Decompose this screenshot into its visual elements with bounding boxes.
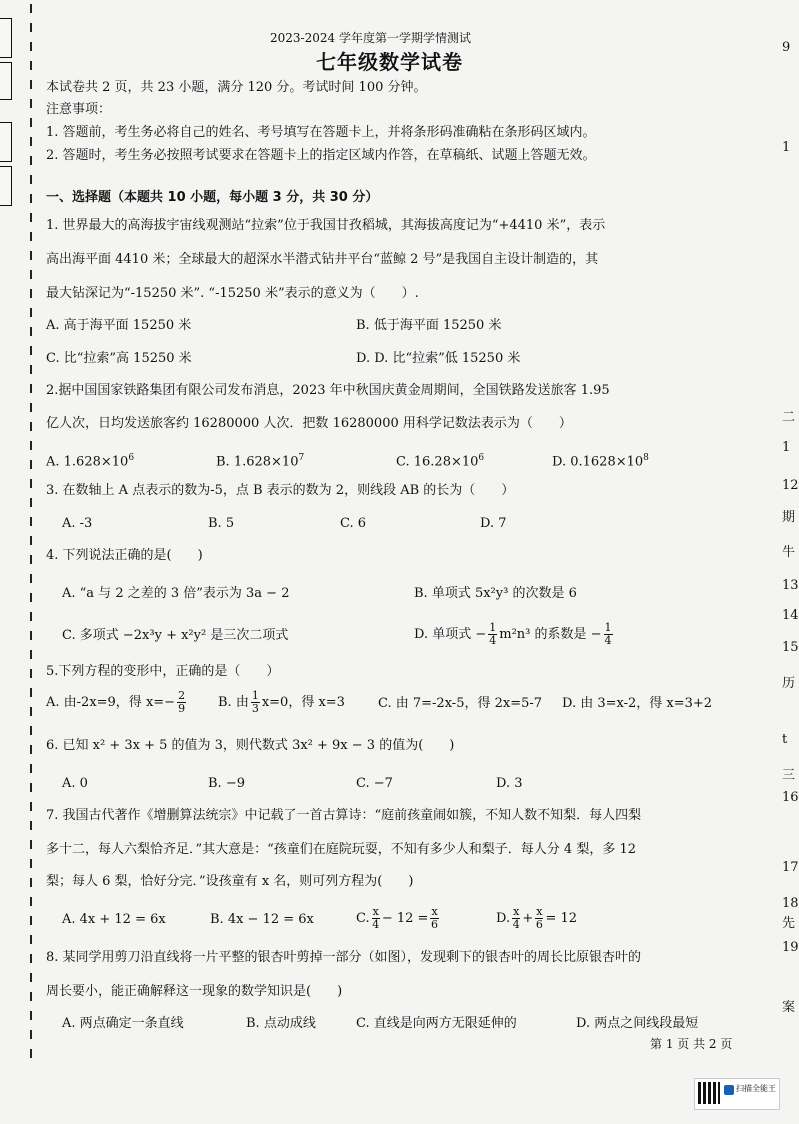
binding-dash [30, 118, 32, 127]
notes-title: 注意事项： [46, 102, 112, 117]
binding-dash [30, 479, 32, 488]
q6-option-a: A. 0 [62, 776, 88, 791]
q1-line-2: 高出海平面 4410 米；全球最大的超深水半潜式钻井平台“蓝鲸 2 号”是我国自主设计制造的，其 [46, 252, 599, 267]
page-title: 七年级数学试卷 [316, 50, 463, 74]
q5-option-d: D. 由 3=x-2，得 x=3+2 [562, 696, 713, 711]
exam-info: 本试卷共 2 页，共 23 小题，满分 120 分。考试时间 100 分钟。 [46, 80, 427, 95]
edge-glyph: 1 [782, 140, 791, 155]
binding-dash [30, 251, 32, 260]
scanner-name: 扫描全能王 [736, 1084, 776, 1093]
edge-glyph: 13 [782, 578, 799, 593]
note-2: 2. 答题时，考生务必按照考试要求在答题卡上的指定区域内作答，在草稿纸、试题上答题无效。 [46, 148, 596, 163]
edge-glyph: 16 [782, 790, 799, 805]
binding-dash [30, 213, 32, 222]
seal-box-2 [0, 62, 12, 100]
binding-dash [30, 878, 32, 887]
q5-option-b: B. 由 $\frac{1}{3}$ x=0，得 x=3 [218, 689, 345, 715]
edge-glyph: 9 [782, 40, 791, 55]
binding-dash [30, 23, 32, 32]
binding-dash [30, 612, 32, 621]
q2-option-c: C. $16.28\times 10^6$ [396, 453, 485, 470]
binding-dash [30, 555, 32, 564]
q6-option-d: D. 3 [496, 776, 523, 791]
binding-dash [30, 840, 32, 849]
edge-glyph: 三 [782, 768, 796, 783]
binding-dash [30, 42, 32, 51]
binding-dash [30, 289, 32, 298]
binding-dash [30, 498, 32, 507]
q4-option-c: C. 多项式 −2x³y + x²y² 是三次二项式 [62, 628, 289, 643]
binding-dash [30, 365, 32, 374]
binding-dash [30, 1011, 32, 1020]
binding-dash [30, 897, 32, 906]
binding-dash [30, 270, 32, 279]
binding-dash [30, 156, 32, 165]
q1-option-b: B. 低于海平面 15250 米 [356, 318, 502, 333]
q7-line-2: 多十二，每人六梨恰齐足．”其大意是：“孩童们在庭院玩耍，不知有多少人和梨子．每人分 4 梨，多 12 [46, 842, 637, 857]
q7-option-b: B. 4x − 12 = 6x [210, 912, 314, 927]
q2-option-a: A. $1.628\times 10^6$ [46, 453, 135, 470]
binding-dash [30, 384, 32, 393]
binding-dash [30, 403, 32, 412]
q8-line-2: 周长要小，能正确解释这一现象的数学知识是( ) [46, 984, 343, 999]
q2-option-d: D. $0.1628\times 10^8$ [552, 453, 649, 470]
binding-dash [30, 650, 32, 659]
exam-year: 2023-2024 学年度第一学期学情测试 [270, 31, 471, 45]
q7-option-c: C. $\frac{x}{4}$ − 12 = $\frac{x}{6}$ [356, 905, 439, 931]
q2-line-2: 亿人次，日均发送旅客约 16280000 人次．把数 16280000 用科学记数法表示为（ ） [46, 416, 572, 431]
q6-option-b: B. −9 [208, 776, 245, 791]
binding-dash [30, 175, 32, 184]
edge-glyph: 二 [782, 410, 796, 425]
q3-line-1: 3. 在数轴上 A 点表示的数为-5，点 B 表示的数为 2，则线段 AB 的长为（ ） [46, 483, 515, 498]
binding-dash [30, 935, 32, 944]
binding-dash [30, 688, 32, 697]
edge-glyph: 先 [782, 916, 796, 931]
binding-dash [30, 346, 32, 355]
edge-glyph: 15 [782, 640, 799, 655]
binding-dash [30, 916, 32, 925]
q5-line-1: 5.下列方程的变形中，正确的是（ ） [46, 664, 280, 679]
edge-glyph: 19 [782, 940, 799, 955]
binding-dash [30, 61, 32, 70]
q6-line-1: 6. 已知 x² + 3x + 5 的值为 3，则代数式 3x² + 9x − 3 的值为( ) [46, 738, 455, 753]
q3-option-c: C. 6 [340, 516, 367, 531]
q8-line-1: 8. 某同学用剪刀沿直线将一片平整的银杏叶剪掉一部分（如图），发现剩下的银杏叶的周长比原银杏叶的 [46, 950, 642, 965]
binding-dash [30, 232, 32, 241]
q4-option-a: A. “a 与 2 之差的 3 倍”表示为 3a − 2 [62, 586, 290, 601]
q8-option-c: C. 直线是向两方无限延伸的 [356, 1016, 517, 1031]
q7-option-d: D. $\frac{x}{4}$ + $\frac{x}{6}$ = 12 [496, 905, 578, 931]
q8-option-a: A. 两点确定一条直线 [62, 1016, 184, 1031]
q1-option-c: C. 比“拉索”高 15250 米 [46, 351, 192, 366]
binding-dash [30, 707, 32, 716]
binding-dash [30, 954, 32, 963]
binding-dash [30, 574, 32, 583]
q3-option-a: A. -3 [62, 516, 93, 531]
binding-dash [30, 669, 32, 678]
binding-dash [30, 859, 32, 868]
edge-glyph: 12 [782, 478, 799, 493]
binding-dash [30, 783, 32, 792]
edge-glyph: 历 [782, 676, 796, 691]
binding-dash [30, 4, 32, 13]
binding-dash [30, 327, 32, 336]
q3-option-d: D. 7 [480, 516, 507, 531]
q1-option-a: A. 高于海平面 15250 米 [46, 318, 192, 333]
binding-dash [30, 441, 32, 450]
scanner-logo-icon [724, 1085, 734, 1095]
q1-line-3: 最大钻深记为“-15250 米”. “-15250 米”表示的意义为（ ）. [46, 286, 419, 301]
binding-dash [30, 973, 32, 982]
q8-option-b: B. 点动成线 [246, 1016, 316, 1031]
binding-dash [30, 802, 32, 811]
binding-dash [30, 821, 32, 830]
q7-line-3: 梨；每人 6 梨，恰好分完．”设孩童有 x 名，则可列方程为( ) [46, 874, 414, 889]
binding-dash [30, 422, 32, 431]
binding-dash [30, 745, 32, 754]
binding-dash [30, 1030, 32, 1039]
q4-option-d: D. 单项式 − $\frac{1}{4}$ m²n³ 的系数是 − $\frac{1}{4}$ [414, 621, 612, 647]
q8-option-d: D. 两点之间线段最短 [576, 1016, 699, 1031]
q5-option-a: A. 由-2x=9，得 x=− $\frac{2}{9}$ [46, 689, 186, 715]
binding-dash [30, 1049, 32, 1058]
note-1: 1. 答题前，考生务必将自己的姓名、考号填写在答题卡上，并将条形码准确粘在条形码区域内。 [46, 125, 596, 140]
binding-dash [30, 460, 32, 469]
q1-line-1: 1. 世界最大的高海拔宇宙线观测站“拉索”位于我国甘孜稻城，其海拔高度记为“+4410 米”，表示 [46, 218, 606, 233]
q2-line-1: 2.据中国国家铁路集团有限公司发布消息，2023 年中秋国庆黄金周期间，全国铁路发送旅客 1.95 [46, 383, 610, 398]
q1-option-d: D. D. 比“拉索”低 15250 米 [356, 351, 521, 366]
q5-option-c: C. 由 7=-2x-5，得 2x=5-7 [378, 696, 543, 711]
q6-option-c: C. −7 [356, 776, 393, 791]
q7-line-1: 7. 我国古代著作《增删算法统宗》中记载了一首古算诗：“庭前孩童闹如簇，不知人数不知梨．每人四梨 [46, 808, 642, 823]
binding-dash [30, 517, 32, 526]
binding-dash [30, 80, 32, 89]
edge-glyph: 期 [782, 510, 796, 525]
edge-glyph: t [782, 732, 788, 747]
q7-option-a: A. 4x + 12 = 6x [62, 912, 166, 927]
q2-option-b: B. $1.628\times 10^7$ [216, 453, 305, 470]
edge-glyph: 17 [782, 860, 799, 875]
seal-box-3 [0, 122, 12, 162]
edge-glyph: 案 [782, 1000, 796, 1015]
binding-dash [30, 764, 32, 773]
qr-code-icon [698, 1082, 720, 1104]
binding-dash [30, 992, 32, 1001]
section-title: 一、选择题（本题共 10 小题，每小题 3 分，共 30 分） [46, 190, 379, 205]
binding-dash [30, 593, 32, 602]
page-number: 第 1 页 共 2 页 [650, 1037, 733, 1051]
edge-glyph: 牛 [782, 545, 796, 560]
q3-option-b: B. 5 [208, 516, 235, 531]
q4-line-1: 4. 下列说法正确的是( ) [46, 548, 203, 563]
seal-box-4 [0, 166, 12, 206]
edge-glyph: 1 [782, 440, 791, 455]
binding-dash [30, 308, 32, 317]
binding-dash [30, 194, 32, 203]
binding-dash [30, 536, 32, 545]
seal-box-1 [0, 18, 12, 58]
scanner-badge [694, 1078, 780, 1110]
binding-dash [30, 631, 32, 640]
binding-dash [30, 726, 32, 735]
binding-dash [30, 99, 32, 108]
binding-dash [30, 137, 32, 146]
q4-option-b: B. 单项式 5x²y³ 的次数是 6 [414, 586, 577, 601]
edge-glyph: 18 [782, 896, 799, 911]
edge-glyph: 14 [782, 608, 799, 623]
